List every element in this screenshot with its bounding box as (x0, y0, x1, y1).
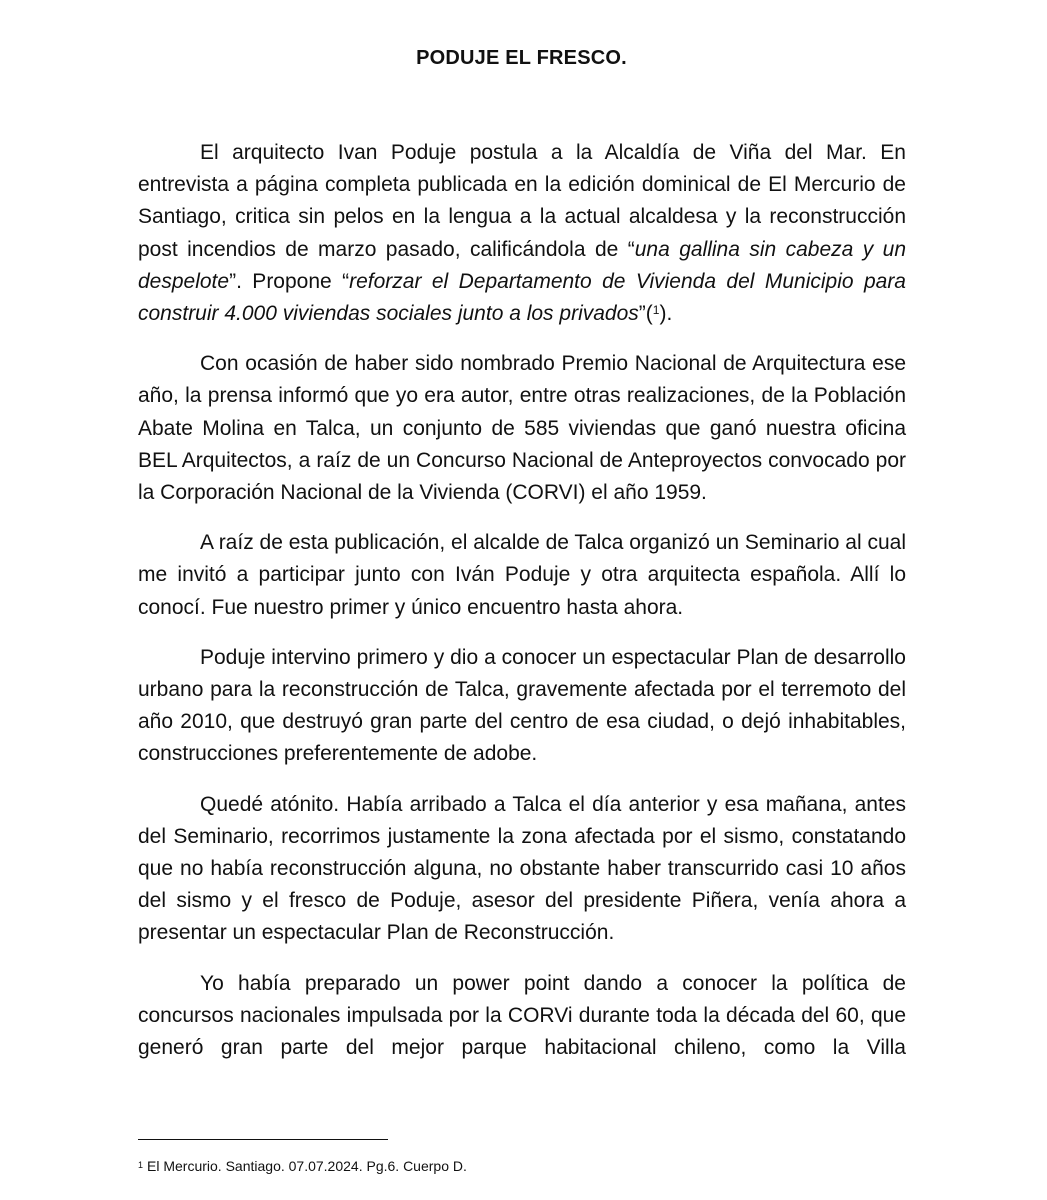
footnote-text: El Mercurio. Santiago. 07.07.2024. Pg.6. Cuerpo D. (147, 1158, 467, 1174)
paragraph-1-text-c: ”. Propone “ (229, 269, 350, 293)
paragraph-1 (138, 137, 906, 330)
paragraph-1-text-e: ”( (638, 302, 653, 326)
footnote-number: 1 (138, 1160, 144, 1170)
paragraph-5: Quedé atónito. Había arribado a Talca el día anterior y esa mañana, antes del Seminario, recorrimos justamente la zona afectada por el sismo, constatando que no había reconstrucción alguna, no obstante haber transcurrido casi 10 años del sismo y el fresco de Poduje, asesor del presidente Piñera, venía ahora a presentar un espectacular Plan de Reconstrucción. (138, 792, 906, 945)
footnote-reference: 1 (652, 303, 660, 318)
paragraph-6: Yo había preparado un power point dando a conocer la política de concursos nacionales impulsada por la CORVi durante toda la década del 60, que generó gran parte del mejor parque habitacional chileno, como la Villa (138, 971, 906, 1060)
quote-gallina: una gallina sin cabeza y un despelote (138, 237, 907, 293)
paragraph-2: Con ocasión de haber sido nombrado Premio Nacional de Arquitectura ese año, la prensa informó que yo era autor, entre otras realizaciones, de la Población Abate Molina en Talca, un conjunto de 585 viviendas que ganó nuestra oficina BEL Arquitectos, a raíz de un Concurso Nacional de Anteproyectos convocado por la Corporación Nacional de la Vivienda (CORVI) el año 1959. (138, 352, 906, 505)
paragraph-3: A raíz de esta publicación, el alcalde de Talca organizó un Seminario al cual me invitó a participar junto con Iván Poduje y otra arquitecta española. Allí lo conocí. Fue nuestro primer y único encuentro hasta ahora. (138, 531, 906, 619)
document-body (138, 137, 906, 1082)
paragraph-4: Poduje intervino primero y dio a conocer un espectacular Plan de desarrollo urbano para la reconstrucción de Talca, gravemente afectada por el terremoto del año 2010, que destruyó gran parte del centro de esa ciudad, o dejó inhabitables, construcciones preferentemente de adobe. (138, 645, 906, 766)
footnote (138, 1155, 467, 1176)
document-title: PODUJE EL FRESCO. (416, 47, 627, 69)
paragraph-1-text-f: ). (659, 302, 673, 326)
paragraph-1-text-a: El arquitecto Ivan Poduje postula a la Alcaldía de Viña del Mar. En entrevista a página completa publicada en la edición dominical de El Mercurio de Santiago, critica sin pelos en la lengua a la actual alcaldesa y la reconstrucción post incendios de marzo pasado, calificándola de “ (138, 141, 906, 261)
quote-reforzar: reforzar el Departamento de Vivienda del Municipio para construir 4.000 viviendas sociales junto a los privados (138, 269, 906, 326)
footnote-divider (138, 1139, 388, 1140)
